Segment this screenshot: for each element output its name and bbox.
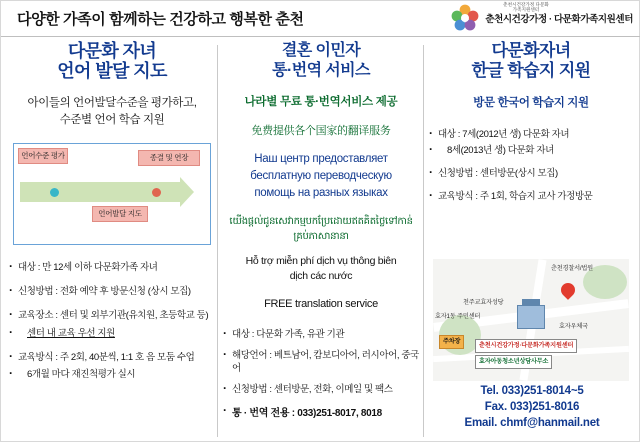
map-center-building-icon xyxy=(517,305,545,329)
service-line-korean: 나라별 무료 통·번역서비스 제공 xyxy=(244,96,398,108)
column2-title-line2: 통·번역 서비스 xyxy=(272,62,370,79)
list-item: · 대상 : 만 12세 이하 다문화가족 자녀 xyxy=(9,261,215,274)
map-label: 천주교효자성당 xyxy=(463,299,504,306)
chart-tag-start: 언어수준 평가 xyxy=(18,148,68,164)
column2-bullet-list xyxy=(223,328,419,419)
column3-bullet-list xyxy=(429,128,633,203)
list-item: · 신청방법 : 센터방문(상시 모집) xyxy=(429,167,633,180)
service-line-russian-1: Наш центр предоставляет xyxy=(254,153,388,165)
column3-title-line1: 다문화자녀 xyxy=(491,41,571,60)
chart-dot-start xyxy=(50,188,59,197)
column-divider-1 xyxy=(217,45,218,437)
translation-phone-label: 통 · 번역 전용 : xyxy=(232,408,295,419)
service-line-khmer: យើងផ្តល់ជូនសេវាកម្មបកប្រែដោយឥតគិតថ្លៃទៅកាន់គ្រប់ភាសានានា xyxy=(229,216,413,242)
list-item-sub: · 6개월 마다 재진척평가 실시 xyxy=(9,368,215,381)
column3-subtitle: 방문 한국어 학습지 지원 xyxy=(473,97,589,109)
list-item-sub: · 센터 내 교육 우선 지원 xyxy=(9,327,215,340)
map-label: 효자1동 주민센터 xyxy=(435,313,481,320)
service-line-russian-3: помощь на разных языках xyxy=(254,187,388,199)
map-label: 춘천경찰서/법원 xyxy=(551,265,593,272)
service-line-vietnamese-2: dịch các nước xyxy=(289,270,353,282)
map-box-youth-office: 효자아동청소년상담사무소 xyxy=(475,355,552,369)
column-translation-service xyxy=(223,41,419,419)
contact-fax: Fax. 033)251-8016 xyxy=(484,401,580,413)
list-item: · 신청방법 : 전화 예약 후 방문신청 (상시 모집) xyxy=(9,285,215,298)
page-header xyxy=(1,1,640,37)
translation-phone xyxy=(223,404,419,419)
column1-subtitle-line1: 아이들의 언어발달수준을 평가하고, xyxy=(27,97,197,109)
logo-subtitle: 춘천시건강가정 다문화가족지원센터 xyxy=(503,2,549,12)
list-item: · 교육장소 : 센터 및 외부기관(유치원, 초등학교 등) xyxy=(9,309,215,322)
map-box-parking: 주차장 xyxy=(439,335,464,349)
column1-title-line2: 언어 발달 지도 xyxy=(57,61,167,81)
map-box-center: 춘천시건강가정·다문화가족지원센터 xyxy=(475,339,577,353)
column1-subtitle-line2: 수준별 언어 학습 지원 xyxy=(59,114,165,126)
list-item: · 신청방법 : 센터방문, 전화, 이메일 및 팩스 xyxy=(223,383,419,396)
list-item: · 대상 : 다문화 가족, 유관 기관 xyxy=(223,328,419,341)
column-divider-2 xyxy=(423,45,424,437)
language-progress-diagram xyxy=(13,143,211,245)
logo-label: 춘천시건강가정 · 다문화가족지원센터 xyxy=(485,14,633,25)
flower-logo-icon xyxy=(450,3,480,33)
map-label: 효자우체국 xyxy=(559,323,588,330)
chart-tag-end: 종결 및 연장 xyxy=(138,150,200,166)
contact-email: Email. chmf@hanmail.net xyxy=(464,417,600,429)
service-line-english: FREE translation service xyxy=(264,298,378,310)
service-line-vietnamese-1: Hỗ trợ miễn phí dịch vụ thông biên xyxy=(245,255,397,267)
service-line-chinese: 免费提供各个国家的翻译服务 xyxy=(251,125,391,137)
list-item-sub: · 8세(2013년 생) 다문화 자녀 xyxy=(429,144,633,157)
list-item: · 교육방식 : 주 1회, 학습지 교사 가정방문 xyxy=(429,190,633,203)
list-item: · 대상 : 7세(2012년 생) 다문화 자녀 xyxy=(429,128,633,141)
page-title: 다양한 가족이 함께하는 건강하고 행복한 춘천 xyxy=(17,11,304,28)
contact-tel: Tel. 033)251-8014~5 xyxy=(480,385,584,397)
column-korean-worksheet xyxy=(429,41,633,213)
service-line-russian-2: бесплатную переводческую xyxy=(250,170,392,182)
column1-bullet-list xyxy=(9,261,215,381)
chart-tag-bottom: 언어발달 지도 xyxy=(92,206,148,222)
chart-dot-end xyxy=(152,188,161,197)
location-map[interactable] xyxy=(433,259,629,381)
column2-title-line1: 결혼 이민자 xyxy=(281,42,361,59)
column1-title-line1: 다문화 자녀 xyxy=(67,41,157,61)
column3-title-line2: 한글 학습지 지원 xyxy=(471,61,591,80)
column-language-development xyxy=(9,41,215,392)
translation-phone-number: 033)251-8017, 8018 xyxy=(297,408,382,419)
center-logo xyxy=(450,3,633,33)
list-item: · 교육방식 : 주 2회, 40분씩, 1:1 호 음 모둠 수업 xyxy=(9,351,215,364)
contact-block xyxy=(431,383,633,431)
list-item: · 해당언어 : 베트남어, 캄보디아어, 러시아어, 중국어 xyxy=(223,349,419,375)
